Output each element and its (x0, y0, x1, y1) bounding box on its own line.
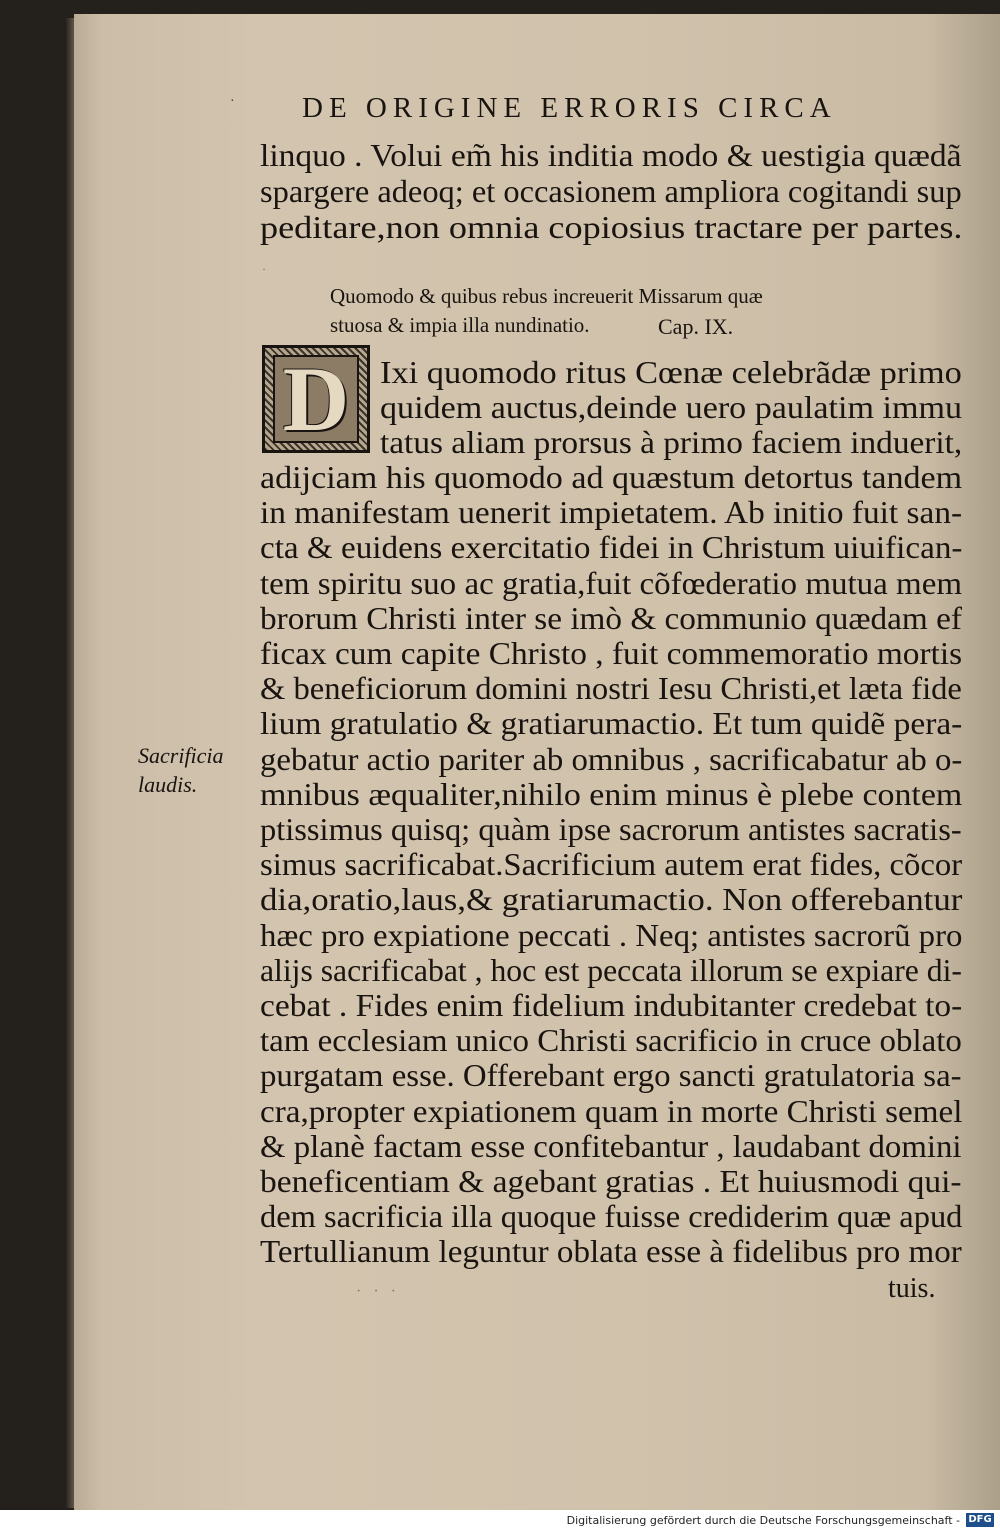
text-line: cebat . Fides enim fidelium indubitanter credebat to- (260, 988, 963, 1023)
text-line: adijciam his quomodo ad quæstum detortus tandem (260, 460, 963, 495)
text-line: mnibus æqualiter,nihilo enim minus è plebe contem (260, 777, 963, 812)
text-line: & planè factam esse confitebantur , laudabant domini (260, 1129, 962, 1164)
stray-mark: · (262, 262, 266, 276)
running-head-mark: · (230, 94, 236, 109)
text-line: quidem auctus,deinde uero paulatim immu (380, 390, 962, 425)
faint-mark: · · · (356, 1283, 400, 1300)
text-line: tatus aliam prorsus à primo faciem induerit, (380, 425, 963, 460)
text-line: purgatam esse. Offerebant ergo sancti gratulatoria sa- (260, 1058, 962, 1093)
marginal-note-line-1: Sacrificia (138, 743, 224, 768)
text-line: tam ecclesiam unico Christi sacrificio in cruce oblato (260, 1023, 962, 1058)
text-line: brorum Christi inter se imò & communio quædam ef (260, 601, 962, 636)
text-line: ficax cum capite Christo , fuit commemoratio mortis (260, 636, 963, 671)
text-line: simus sacrificabat.Sacrificium autem erat fides, cõcor (260, 847, 963, 882)
chapter-number: Cap. IX. (658, 314, 734, 339)
text-line: dia,oratio,laus,& gratiarumactio. Non offerebantur (260, 882, 963, 917)
text-line: hæc pro expiatione peccati . Neq; antistes sacrorũ pro (260, 918, 963, 953)
text-line: cra,propter expiationem quam in morte Christi semel (260, 1094, 963, 1129)
text-line: gebatur actio pariter ab omnibus , sacrificabatur ab o- (260, 742, 963, 777)
catchword: tuis. (888, 1273, 936, 1304)
chapter-heading-line-1: Quomodo & quibus rebus increuerit Missarum quæ (330, 284, 763, 308)
decorated-initial-inner (273, 348, 359, 450)
text-line: spargere adeoq; et occasionem ampliora cogitandi sup (260, 174, 962, 209)
text-line: peditare,non omnia copiosius tractare per partes. (260, 210, 963, 245)
running-head (232, 92, 892, 132)
text-line: linquo . Volui em̃ his inditia modo & uestigia quædã (260, 138, 962, 173)
text-line: lium gratulatio & gratiarumactio. Et tum quidẽ pera- (260, 706, 963, 741)
text-line: Ixi quomodo ritus Cœnæ celebrãdæ primo (380, 355, 962, 390)
running-head-text: DE ORIGINE ERRORIS CIRCA (302, 92, 837, 124)
text-line: dem sacrificia illa quoque fuisse crediderim quæ apud (260, 1199, 963, 1234)
text-line: & beneficiorum domini nostri Iesu Christi,et læta fide (260, 671, 962, 706)
decorated-initial (262, 345, 370, 453)
text-line: beneficentiam & agebant gratias . Et huiusmodi qui- (260, 1164, 962, 1199)
initial-letter: D (282, 348, 350, 450)
dfg-logo: DFG (966, 1513, 994, 1527)
chapter-heading-line-2: stuosa & impia illa nundinatio. (330, 313, 590, 337)
text-line: alijs sacrificabat , hoc est peccata illorum se expiare di- (260, 953, 962, 988)
text-line: in manifestam uenerit impietatem. Ab initio fuit san- (260, 495, 963, 530)
text-line: cta & euidens exercitatio fidei in Christum uiuifican- (260, 530, 963, 565)
text-line: Tertullianum leguntur oblata esse à fidelibus pro mor (260, 1234, 962, 1269)
text-line: tem spiritu suo ac gratia,fuit cõfœderatio mutua mem (260, 566, 963, 601)
footer-credit: Digitalisierung gefördert durch die Deutsche Forschungsgemeinschaft - (566, 1514, 960, 1527)
text-line: ptissimus quisq; quàm ipse sacrorum antistes sacratis- (260, 812, 962, 847)
marginal-note-line-2: laudis. (138, 772, 198, 797)
